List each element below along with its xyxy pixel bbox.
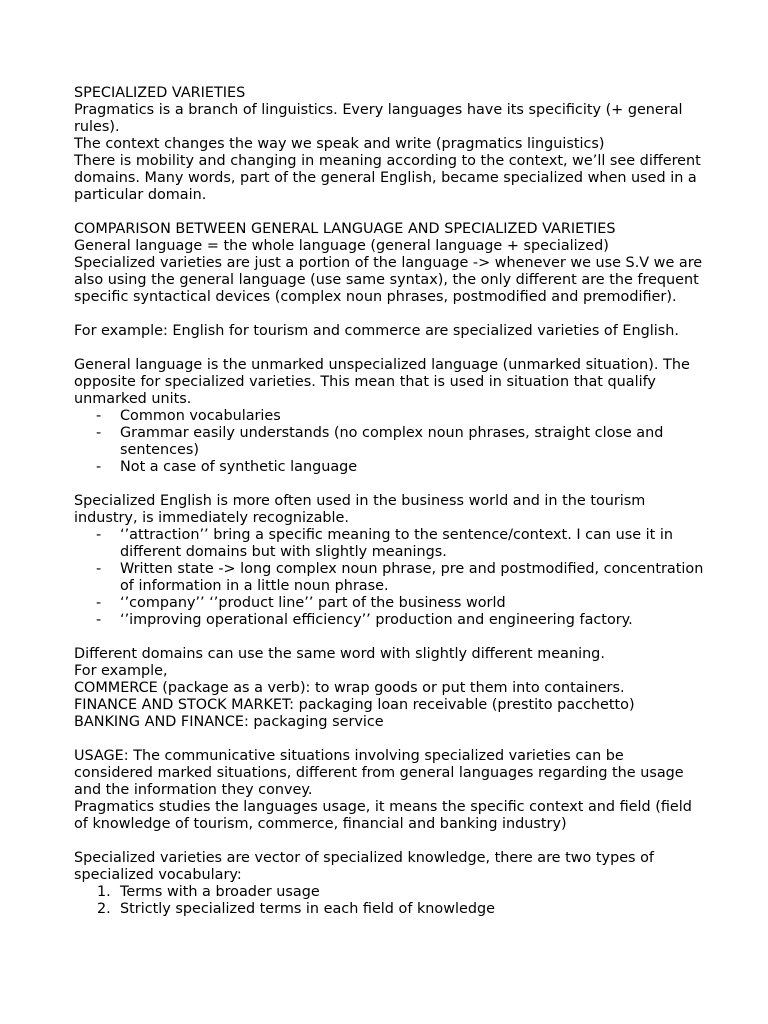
- paragraph: Specialized English is more often used in the business world and in the tourism industry, is immediately recognizable.: [74, 493, 646, 526]
- list-item-text: Terms with a broader usage: [120, 884, 320, 900]
- list-item-text: Not a case of synthetic language: [120, 459, 358, 475]
- dash-list: [74, 527, 704, 629]
- paragraph: COMMERCE (package as a verb): to wrap goods or put them into containers.: [74, 680, 625, 696]
- paragraph: Pragmatics is a branch of linguistics. Every languages have its specificity (+ general rules).: [74, 102, 683, 135]
- list-item-text: Common vocabularies: [120, 408, 281, 424]
- paragraph: For example: English for tourism and commerce are specialized varieties of English.: [74, 323, 679, 339]
- paragraph: Specialized varieties are vector of specialized knowledge, there are two types of specialized vocabulary:: [74, 850, 654, 883]
- list-marker: -: [96, 408, 102, 424]
- paragraph: There is mobility and changing in meaning according to the context, we’ll see different domains. Many words, part of the general English, became specialized when used in a particular domain.: [74, 153, 701, 203]
- list-item-text: Written state -> long complex noun phrase, pre and postmodified, concentration of information in a little noun phrase.: [120, 561, 704, 594]
- list-marker: -: [96, 612, 102, 628]
- list-item-text: ‘’attraction’’ bring a specific meaning to the sentence/context. I can use it in different domains but with slightly meanings.: [120, 527, 673, 560]
- paragraph: Pragmatics studies the languages usage, it means the specific context and field (field of knowledge of tourism, commerce, financial and banking industry): [74, 799, 692, 832]
- document-body: [74, 85, 704, 918]
- paragraph: Specialized varieties are just a portion of the language -> whenever we use S.V we are also using the general language (use same syntax), the only different are the frequent specific syntactical devices (complex noun phrases, postmodified and premodifier).: [74, 255, 703, 305]
- list-marker: -: [96, 459, 102, 475]
- list-item: [74, 884, 704, 901]
- paragraph: BANKING AND FINANCE: packaging service: [74, 714, 384, 730]
- blank-line: [74, 833, 704, 850]
- list-item: [74, 595, 704, 612]
- paragraph: FINANCE AND STOCK MARKET: packaging loan receivable (prestito pacchetto): [74, 697, 635, 713]
- blank-line: [74, 629, 704, 646]
- list-item-text: ‘’company’’ ‘’product line’’ part of the business world: [120, 595, 506, 611]
- list-item: [74, 561, 704, 595]
- list-marker: -: [96, 561, 102, 577]
- section-heading-comparison: COMPARISON BETWEEN GENERAL LANGUAGE AND SPECIALIZED VARIETIES: [74, 221, 616, 237]
- paragraph: USAGE: The communicative situations involving specialized varieties can be considered marked situations, different from general languages regarding the usage and the information they convey.: [74, 748, 684, 798]
- list-item: [74, 425, 704, 459]
- dash-list: [74, 408, 704, 476]
- paragraph: The context changes the way we speak and write (pragmatics linguistics): [74, 136, 605, 152]
- list-item-text: ‘’improving operational efficiency’’ production and engineering factory.: [120, 612, 633, 628]
- list-item: [74, 459, 704, 476]
- list-number: 2.: [97, 901, 111, 917]
- list-item-text: Grammar easily understands (no complex noun phrases, straight close and sentences): [120, 425, 664, 458]
- paragraph: General language is the unmarked unspecialized language (unmarked situation). The opposite for specialized varieties. This mean that is used in situation that qualify unmarked units.: [74, 357, 690, 407]
- list-marker: -: [96, 425, 102, 441]
- list-item: [74, 901, 704, 918]
- blank-line: [74, 476, 704, 493]
- section-heading-specialized-varieties: SPECIALIZED VARIETIES: [74, 85, 246, 101]
- list-item: [74, 527, 704, 561]
- paragraph: General language = the whole language (general language + specialized): [74, 238, 609, 254]
- blank-line: [74, 731, 704, 748]
- numbered-list: [74, 884, 704, 918]
- blank-line: [74, 306, 704, 323]
- paragraph: For example,: [74, 663, 168, 679]
- list-marker: -: [96, 595, 102, 611]
- list-marker: -: [96, 527, 102, 543]
- list-item-text: Strictly specialized terms in each field of knowledge: [120, 901, 495, 917]
- list-item: [74, 612, 704, 629]
- list-item: [74, 408, 704, 425]
- paragraph: Different domains can use the same word with slightly different meaning.: [74, 646, 605, 662]
- blank-line: [74, 204, 704, 221]
- blank-line: [74, 340, 704, 357]
- list-number: 1.: [97, 884, 111, 900]
